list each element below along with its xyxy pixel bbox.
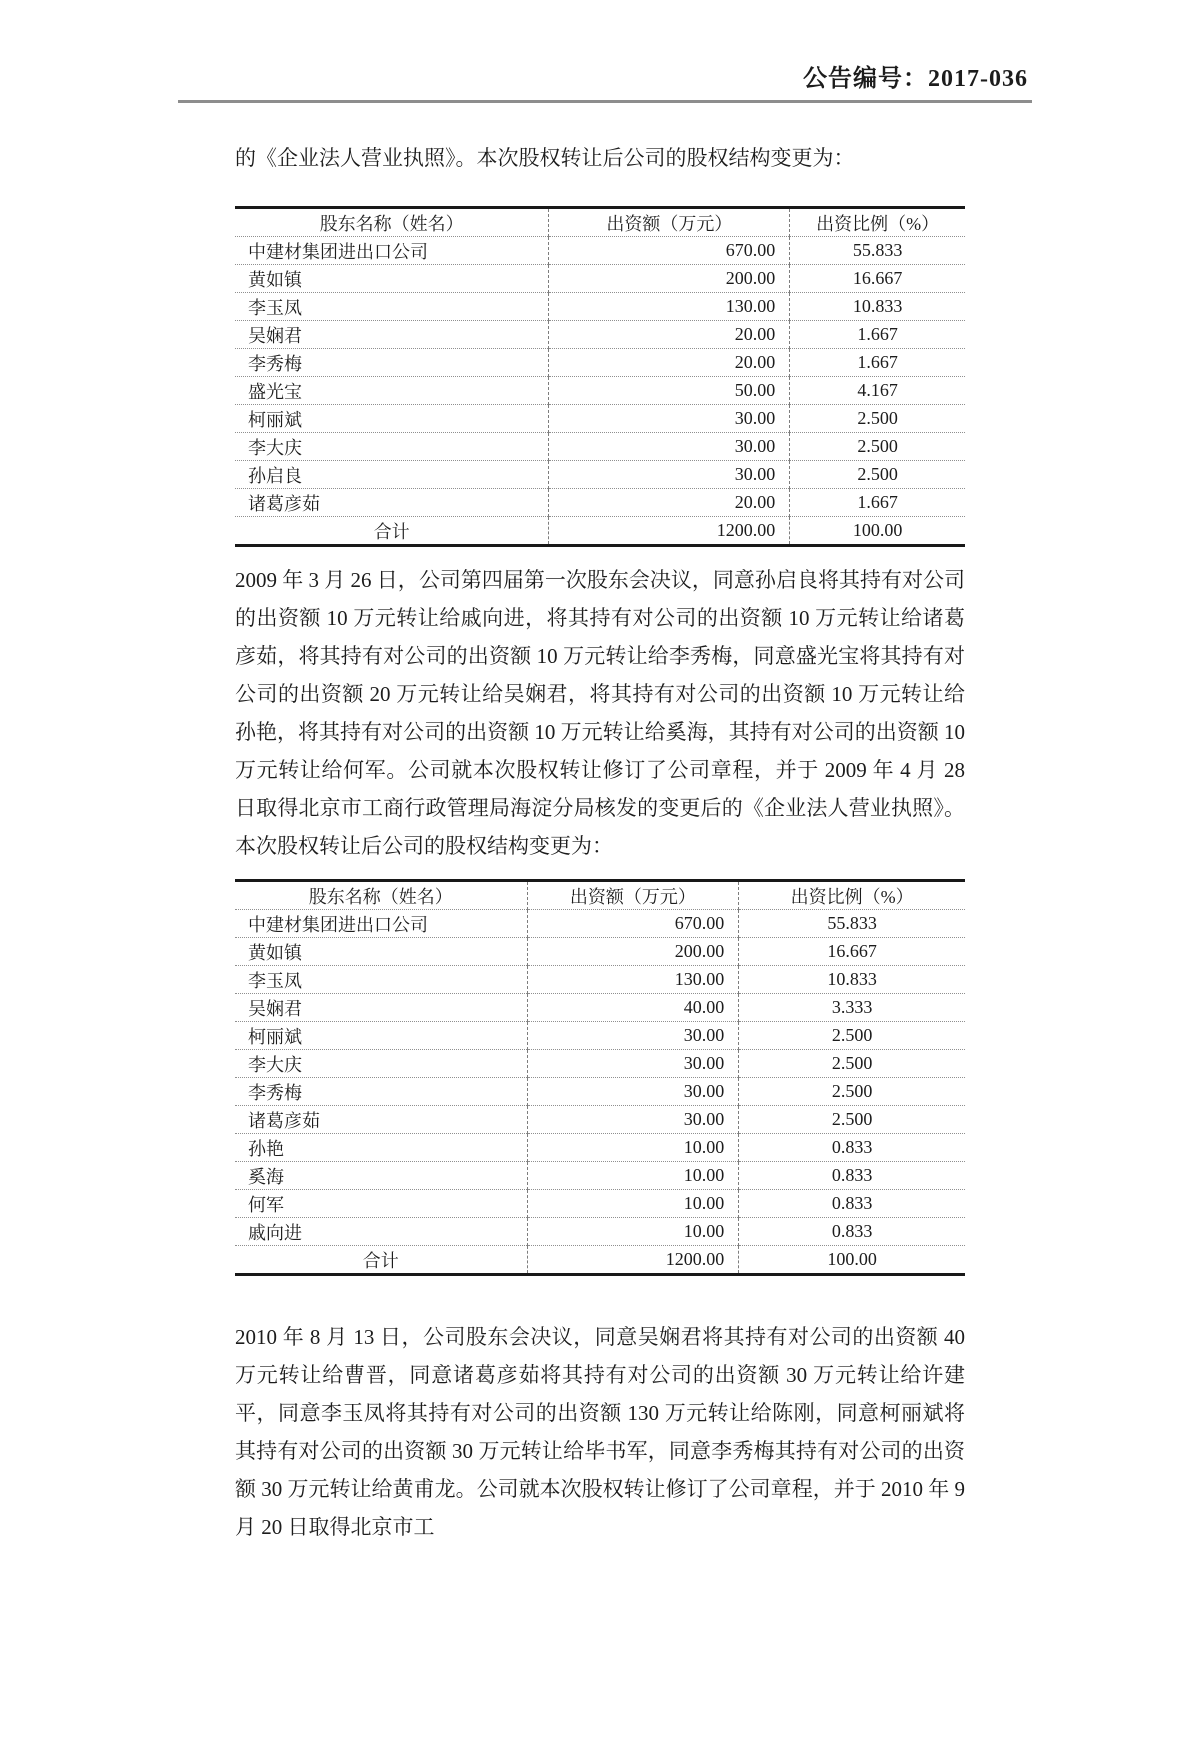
capital-amount: 30.00	[527, 1050, 739, 1078]
col-header-ratio: 出资比例（%）	[739, 881, 965, 910]
capital-ratio: 2.500	[790, 461, 965, 489]
shareholding-table-2009-after	[235, 879, 965, 1276]
capital-ratio: 2.500	[739, 1050, 965, 1078]
shareholder-name: 李秀梅	[235, 1078, 527, 1106]
capital-ratio: 4.167	[790, 377, 965, 405]
capital-amount: 30.00	[527, 1022, 739, 1050]
capital-amount: 20.00	[549, 349, 790, 377]
table-row	[235, 1106, 965, 1134]
capital-ratio: 0.833	[739, 1218, 965, 1246]
capital-amount: 40.00	[527, 994, 739, 1022]
shareholder-name: 中建材集团进出口公司	[235, 237, 549, 265]
table-row	[235, 1134, 965, 1162]
capital-amount: 200.00	[527, 938, 739, 966]
capital-amount: 10.00	[527, 1162, 739, 1190]
capital-ratio: 55.833	[790, 237, 965, 265]
total-amount: 1200.00	[527, 1246, 739, 1275]
shareholder-name: 诸葛彦茹	[235, 489, 549, 517]
capital-ratio: 10.833	[739, 966, 965, 994]
shareholder-name: 黄如镇	[235, 938, 527, 966]
paragraph-2009: 2009 年 3 月 26 日，公司第四届第一次股东会决议，同意孙启良将其持有对公司的出资额 10 万元转让给戚向进，将其持有对公司的出资额 10 万元转让给诸葛彦茹，将其持有对公司的出资额 10 万元转让给李秀梅，同意盛光宝将其持有对公司的出资额 20 万元转让给吴娴君，将其持有对公司的出资额 10 万元转让给孙艳，将其持有对公司的出资额 10 万元转让给奚海，其持有对公司的出资额 10 万元转让给何军。公司就本次股权转让修订了公司章程，并于 2009 年 4 月 28 日取得北京市工商行政管理局海淀分局核发的变更后的《企业法人营业执照》。本次股权转让后公司的股权结构变更为：	[235, 568, 965, 858]
capital-amount: 10.00	[527, 1134, 739, 1162]
table-row	[235, 1078, 965, 1106]
table-row	[235, 237, 965, 265]
table-row	[235, 265, 965, 293]
col-header-amount: 出资额（万元）	[527, 881, 739, 910]
header-divider	[178, 100, 1032, 103]
document-page	[0, 58, 1200, 1755]
table-row	[235, 405, 965, 433]
paragraph-2010: 2010 年 8 月 13 日，公司股东会决议，同意吴娴君将其持有对公司的出资额 40 万元转让给曹晋，同意诸葛彦茹将其持有对公司的出资额 30 万元转让给许建平，同意李玉凤将其持有对公司的出资额 130 万元转让给陈刚，同意柯丽斌将其持有对公司的出资额 30 万元转让给毕书军，同意李秀梅其持有对公司的出资额 30 万元转让给黄甫龙。公司就本次股权转让修订了公司章程，并于 2010 年 9 月 20 日取得北京市工	[235, 1325, 965, 1539]
table-row	[235, 1162, 965, 1190]
table-row	[235, 1190, 965, 1218]
capital-ratio: 1.667	[790, 349, 965, 377]
total-label: 合计	[373, 521, 410, 542]
table-header-row	[235, 881, 965, 910]
shareholder-name: 李秀梅	[235, 349, 549, 377]
shareholder-name: 李大庆	[235, 433, 549, 461]
capital-amount: 50.00	[549, 377, 790, 405]
total-ratio: 100.00	[790, 517, 965, 546]
table-row	[235, 349, 965, 377]
capital-amount: 30.00	[527, 1106, 739, 1134]
announcement-number: 公告编号：2017-036	[803, 66, 1028, 92]
col-header-ratio: 出资比例（%）	[790, 208, 965, 237]
shareholder-name: 奚海	[235, 1162, 527, 1190]
capital-ratio: 2.500	[739, 1106, 965, 1134]
capital-ratio: 2.500	[739, 1078, 965, 1106]
shareholder-name: 孙启良	[235, 461, 549, 489]
table-row	[235, 461, 965, 489]
shareholder-name: 吴娴君	[235, 321, 549, 349]
table-total-row	[235, 517, 965, 546]
capital-amount: 200.00	[549, 265, 790, 293]
table-row	[235, 321, 965, 349]
shareholder-name: 何军	[235, 1190, 527, 1218]
shareholder-name: 诸葛彦茹	[235, 1106, 527, 1134]
total-ratio: 100.00	[739, 1246, 965, 1275]
capital-ratio: 2.500	[739, 1022, 965, 1050]
table-header-row	[235, 208, 965, 237]
capital-amount: 10.00	[527, 1190, 739, 1218]
shareholder-name: 吴娴君	[235, 994, 527, 1022]
shareholder-name: 戚向进	[235, 1218, 527, 1246]
col-header-shareholder: 股东名称（姓名）	[235, 208, 549, 237]
shareholder-name: 孙艳	[235, 1134, 527, 1162]
total-label: 合计	[362, 1250, 399, 1271]
shareholding-table-2009-before	[235, 206, 965, 547]
capital-amount: 30.00	[549, 433, 790, 461]
table-total-row	[235, 1246, 965, 1275]
table-row	[235, 489, 965, 517]
capital-amount: 670.00	[549, 237, 790, 265]
capital-amount: 130.00	[527, 966, 739, 994]
shareholder-name: 李玉凤	[235, 966, 527, 994]
table-row	[235, 293, 965, 321]
capital-amount: 130.00	[549, 293, 790, 321]
capital-ratio: 16.667	[790, 265, 965, 293]
table-row	[235, 433, 965, 461]
capital-ratio: 0.833	[739, 1190, 965, 1218]
table-row	[235, 377, 965, 405]
capital-ratio: 2.500	[790, 405, 965, 433]
capital-amount: 30.00	[549, 461, 790, 489]
capital-ratio: 0.833	[739, 1162, 965, 1190]
intro-line: 的《企业法人营业执照》。本次股权转让后公司的股权结构变更为：	[235, 146, 855, 170]
table-row	[235, 938, 965, 966]
document-body	[235, 143, 965, 1546]
capital-amount: 10.00	[527, 1218, 739, 1246]
col-header-amount: 出资额（万元）	[549, 208, 790, 237]
capital-ratio: 10.833	[790, 293, 965, 321]
shareholder-name: 中建材集团进出口公司	[235, 910, 527, 938]
capital-amount: 670.00	[527, 910, 739, 938]
capital-ratio: 1.667	[790, 321, 965, 349]
shareholder-name: 柯丽斌	[235, 1022, 527, 1050]
capital-ratio: 16.667	[739, 938, 965, 966]
table-row	[235, 910, 965, 938]
shareholder-name: 李玉凤	[235, 293, 549, 321]
col-header-shareholder: 股东名称（姓名）	[235, 881, 527, 910]
table-row	[235, 1050, 965, 1078]
table-row	[235, 1218, 965, 1246]
capital-ratio: 55.833	[739, 910, 965, 938]
table-row	[235, 966, 965, 994]
table-row	[235, 994, 965, 1022]
capital-amount: 20.00	[549, 489, 790, 517]
capital-ratio: 3.333	[739, 994, 965, 1022]
capital-ratio: 0.833	[739, 1134, 965, 1162]
shareholder-name: 柯丽斌	[235, 405, 549, 433]
capital-amount: 30.00	[549, 405, 790, 433]
shareholder-name: 黄如镇	[235, 265, 549, 293]
capital-amount: 30.00	[527, 1078, 739, 1106]
capital-amount: 20.00	[549, 321, 790, 349]
shareholder-name: 李大庆	[235, 1050, 527, 1078]
capital-ratio: 2.500	[790, 433, 965, 461]
total-amount: 1200.00	[549, 517, 790, 546]
table-row	[235, 1022, 965, 1050]
shareholder-name: 盛光宝	[235, 377, 549, 405]
capital-ratio: 1.667	[790, 489, 965, 517]
